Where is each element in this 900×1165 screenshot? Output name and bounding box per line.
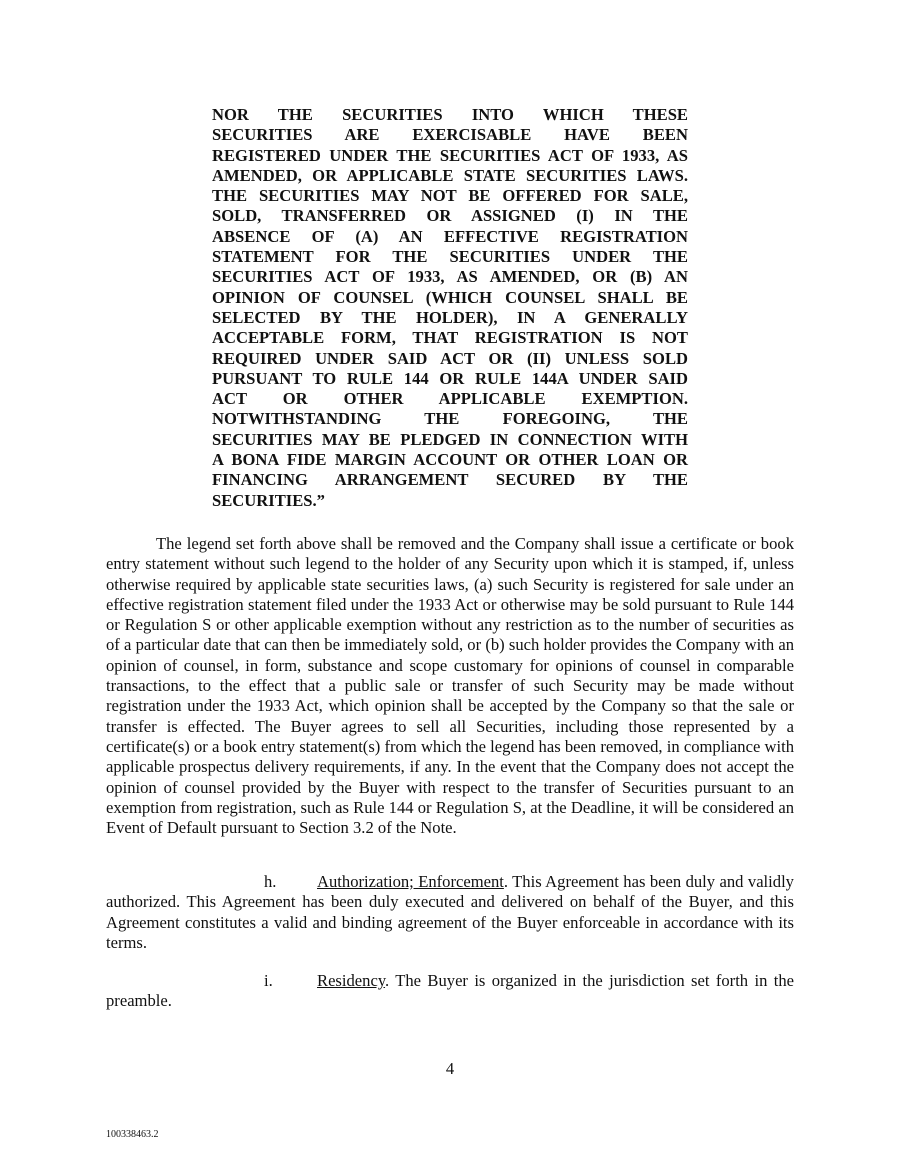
legend-removal-paragraph: The legend set forth above shall be removed and the Company shall issue a certificate or book entry statement without such legend to the holder of any Security upon which it is stamped, if, unless otherwise required by applicable state securities laws, (a) such Security is registered for sale under an effective registration statement filed under the 1933 Act or otherwise may be sold pursuant to Rule 144 or Regulation S or other applicable exemption without any restriction as to the number of securities as of a particular date that can then be immediately sold, or (b) such holder provides the Company with an opinion of counsel, in form, substance and scope customary for opinions of counsel in comparable transactions, to the effect that a public sale or transfer of such Security may be made without registration under the 1933 Act, which opinion shall be accepted by the Company so that the sale or transfer is effected. The Buyer agrees to sell all Securities, including those represented by a certificate(s) or a book entry statement(s) from which the legend has been removed, in compliance with applicable prospectus delivery requirements, if any. In the event that the Company does not accept the opinion of counsel provided by the Buyer with respect to the transfer of Securities pursuant to an exemption from registration, such as Rule 144 or Regulation S, at the Deadline, it will be considered an Event of Default pursuant to Section 3.2 of the Note.	[106, 534, 794, 838]
legend-line: REQUIRED UNDER SAID ACT OR (II) UNLESS SOLD	[212, 348, 688, 368]
section-text: . This Agreement has been duly and validly authorized. This Agreement has been duly executed and delivered on behalf of the Buyer, and this Agreement constitutes a valid and binding agreement of the Buyer enforceable in accordance with its terms.	[106, 872, 794, 952]
legend-line: SOLD, TRANSFERRED OR ASSIGNED (I) IN THE	[212, 206, 688, 226]
legend-line: FINANCING ARRANGEMENT SECURED BY THE	[212, 470, 688, 490]
legend-line: SECURITIES ARE EXERCISABLE HAVE BEEN	[212, 125, 688, 145]
section-i-residency	[106, 971, 794, 1012]
legend-line: ABSENCE OF (A) AN EFFECTIVE REGISTRATION	[212, 226, 688, 246]
section-heading: Residency	[317, 971, 386, 990]
legend-line: REGISTERED UNDER THE SECURITIES ACT OF 1933, AS	[212, 145, 688, 165]
legend-line: SECURITIES.”	[212, 490, 325, 510]
section-number: i.	[264, 971, 273, 990]
page-number: 4	[445, 1059, 455, 1078]
legend-line: SELECTED BY THE HOLDER), IN A GENERALLY	[212, 307, 688, 327]
legend-line: A BONA FIDE MARGIN ACCOUNT OR OTHER LOAN OR	[212, 450, 688, 470]
document-id: 100338463.2	[106, 1129, 159, 1140]
legend-line: STATEMENT FOR THE SECURITIES UNDER THE	[212, 247, 688, 267]
restrictive-legend	[212, 105, 688, 511]
section-text: . The Buyer is organized in the jurisdiction set forth in the preamble.	[106, 971, 794, 1011]
legend-line: NOTWITHSTANDING THE FOREGOING, THE	[212, 409, 688, 429]
legend-line: NOR THE SECURITIES INTO WHICH THESE	[212, 105, 688, 124]
legend-line: OPINION OF COUNSEL (WHICH COUNSEL SHALL BE	[212, 287, 688, 307]
legend-line: ACCEPTABLE FORM, THAT REGISTRATION IS NOT	[212, 328, 688, 348]
legend-line: THE SECURITIES MAY NOT BE OFFERED FOR SALE,	[212, 186, 688, 206]
legend-line: PURSUANT TO RULE 144 OR RULE 144A UNDER SAID	[212, 368, 688, 388]
legend-line: AMENDED, OR APPLICABLE STATE SECURITIES LAWS.	[212, 165, 688, 185]
legend-line: ACT OR OTHER APPLICABLE EXEMPTION.	[212, 389, 688, 409]
section-number: h.	[264, 872, 277, 891]
legend-line: SECURITIES ACT OF 1933, AS AMENDED, OR (B) AN	[212, 267, 688, 287]
legend-line: SECURITIES MAY BE PLEDGED IN CONNECTION WITH	[212, 429, 688, 449]
section-heading: Authorization; Enforcement	[317, 872, 504, 891]
section-h-authorization	[106, 872, 794, 953]
